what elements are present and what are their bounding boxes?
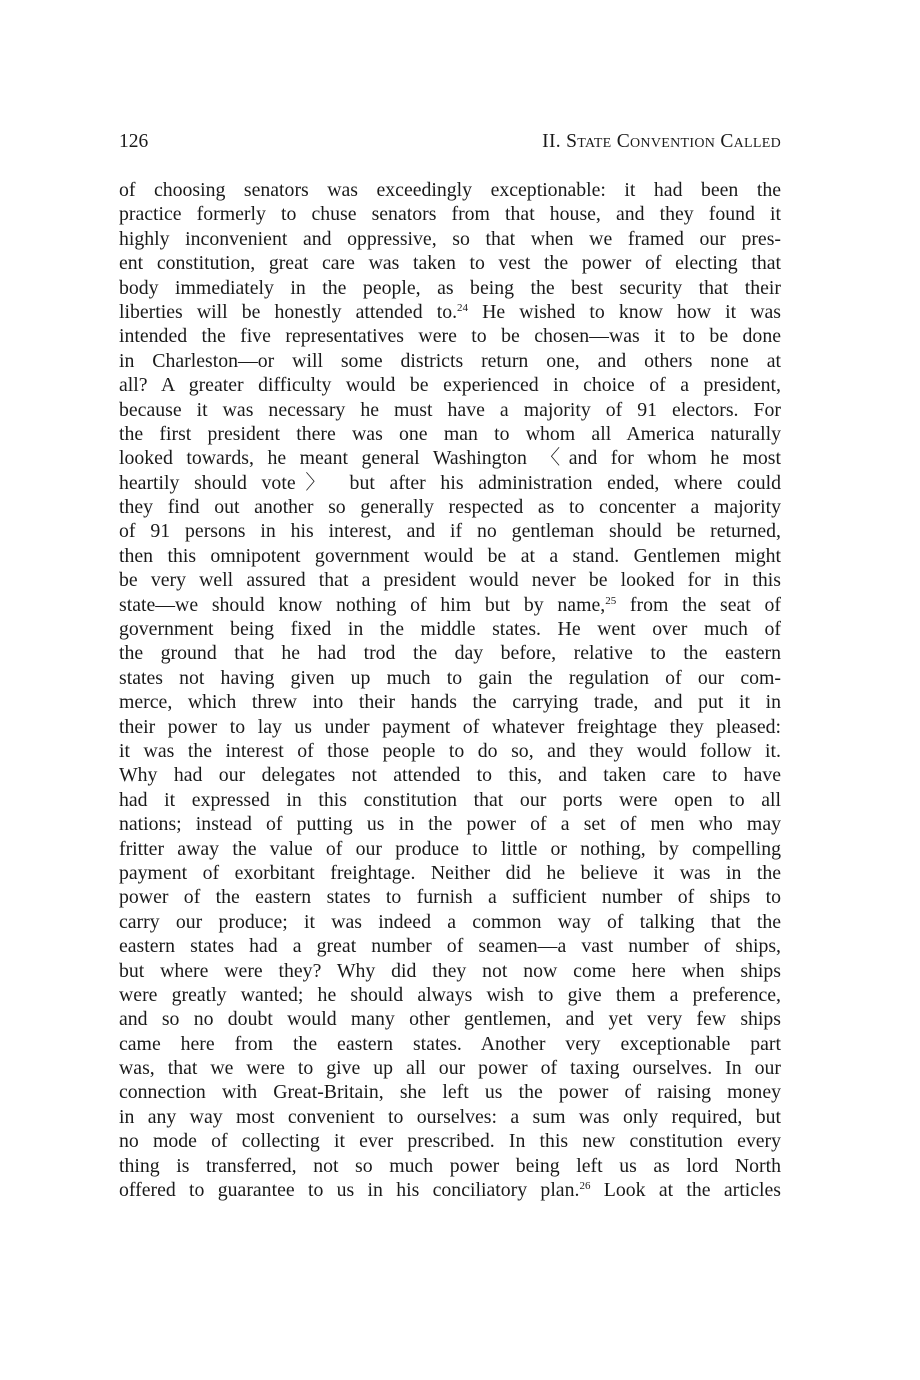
text-line: were greatly wanted; he should always wish to give them a preference,	[119, 983, 781, 1006]
text-line: their power to lay us under payment of whatever freightage they pleased:	[119, 715, 781, 738]
text-line: was, that we were to give up all our power of taxing ourselves. In our	[119, 1057, 781, 1080]
running-title: II. State Convention Called	[542, 131, 781, 152]
text-line: ent constitution, great care was taken to vest the power of electing that	[119, 252, 781, 275]
text-line: heartily should vote〉 but after his administration ended, where could	[119, 471, 781, 494]
text-line: the ground that he had trod the day before, relative to the eastern	[119, 642, 781, 665]
text-line: fritter away the value of our produce to little or nothing, by compelling	[119, 837, 781, 860]
text-line: no mode of collecting it ever prescribed. In this new constitution every	[119, 1130, 781, 1153]
text-line: eastern states had a great number of seamen—a vast number of ships,	[119, 935, 781, 958]
page-number: 126	[119, 131, 149, 152]
text-line: but where were they? Why did they not now come here when ships	[119, 959, 781, 982]
text-line: the first president there was one man to whom all America naturally	[119, 422, 781, 445]
text-line: be very well assured that a president would never be looked for in this	[119, 569, 781, 592]
text-line: payment of exorbitant freightage. Neither did he believe it was in the	[119, 861, 781, 884]
text-line: practice formerly to chuse senators from that house, and they found it	[119, 203, 781, 226]
footnote-ref-26[interactable]: 26	[579, 1180, 591, 1193]
footnote-ref-24[interactable]: 24	[457, 301, 469, 314]
text-line: highly inconvenient and oppressive, so that when we framed our pres-	[119, 227, 781, 250]
text-run: state—we should know nothing of him but by name,	[119, 593, 606, 616]
text-run: from the seat of	[616, 593, 781, 616]
text-line: then this omnipotent government would be at a stand. Gentlemen might	[119, 544, 781, 567]
text-line: of choosing senators was exceedingly exceptionable: it had been the	[119, 179, 781, 201]
text-line: of 91 persons in his interest, and if no gentleman should be returned,	[119, 520, 781, 543]
text-line: carry our produce; it was indeed a common way of talking that the	[119, 910, 781, 933]
text-line: thing is transferred, not so much power being left us as lord North	[119, 1154, 781, 1177]
text-line: merce, which threw into their hands the carrying trade, and put it in	[119, 691, 781, 714]
text-line: connection with Great-Britain, she left us the power of raising money	[119, 1081, 781, 1104]
text-line: in Charleston—or will some districts return one, and others none at	[119, 349, 781, 372]
body-text	[119, 178, 781, 1202]
text-line: in any way most convenient to ourselves: a sum was only required, but	[119, 1105, 781, 1128]
text-run: Look at the articles	[590, 1179, 781, 1202]
text-line	[119, 1178, 781, 1202]
text-line: had it expressed in this constitution that our ports were open to all	[119, 788, 781, 811]
text-line: looked towards, he meant general Washington 〈and for whom he most	[119, 447, 781, 470]
footnote-ref-25[interactable]: 25	[605, 594, 617, 607]
text-line	[119, 300, 781, 324]
text-line: government being fixed in the middle states. He went over much of	[119, 618, 781, 641]
text-line: Why had our delegates not attended to this, and taken care to have	[119, 764, 781, 787]
text-run: liberties will be honestly attended to.	[119, 300, 458, 323]
text-line: nations; instead of putting us in the power of a set of men who may	[119, 813, 781, 836]
text-run: He wished to know how it was	[468, 300, 781, 323]
text-line: power of the eastern states to furnish a sufficient number of ships to	[119, 886, 781, 909]
running-head	[119, 129, 781, 155]
text-line: they find out another so generally respected as to concenter a majority	[119, 496, 781, 519]
text-line: body immediately in the people, as being the best security that their	[119, 276, 781, 299]
text-line: intended the five representatives were to be chosen—was it to be done	[119, 325, 781, 348]
text-line: because it was necessary he must have a majority of 91 electors. For	[119, 398, 781, 421]
text-line: came here from the eastern states. Another very exceptionable part	[119, 1032, 781, 1055]
text-line: all? A greater difficulty would be experienced in choice of a president,	[119, 374, 781, 397]
text-line: and so no doubt would many other gentlemen, and yet very few ships	[119, 1008, 781, 1031]
text-run: offered to guarantee to us in his conciliatory plan.	[119, 1179, 580, 1202]
text-line: states not having given up much to gain the regulation of our com-	[119, 666, 781, 689]
text-line	[119, 593, 781, 617]
text-line: it was the interest of those people to do so, and they would follow it.	[119, 739, 781, 762]
